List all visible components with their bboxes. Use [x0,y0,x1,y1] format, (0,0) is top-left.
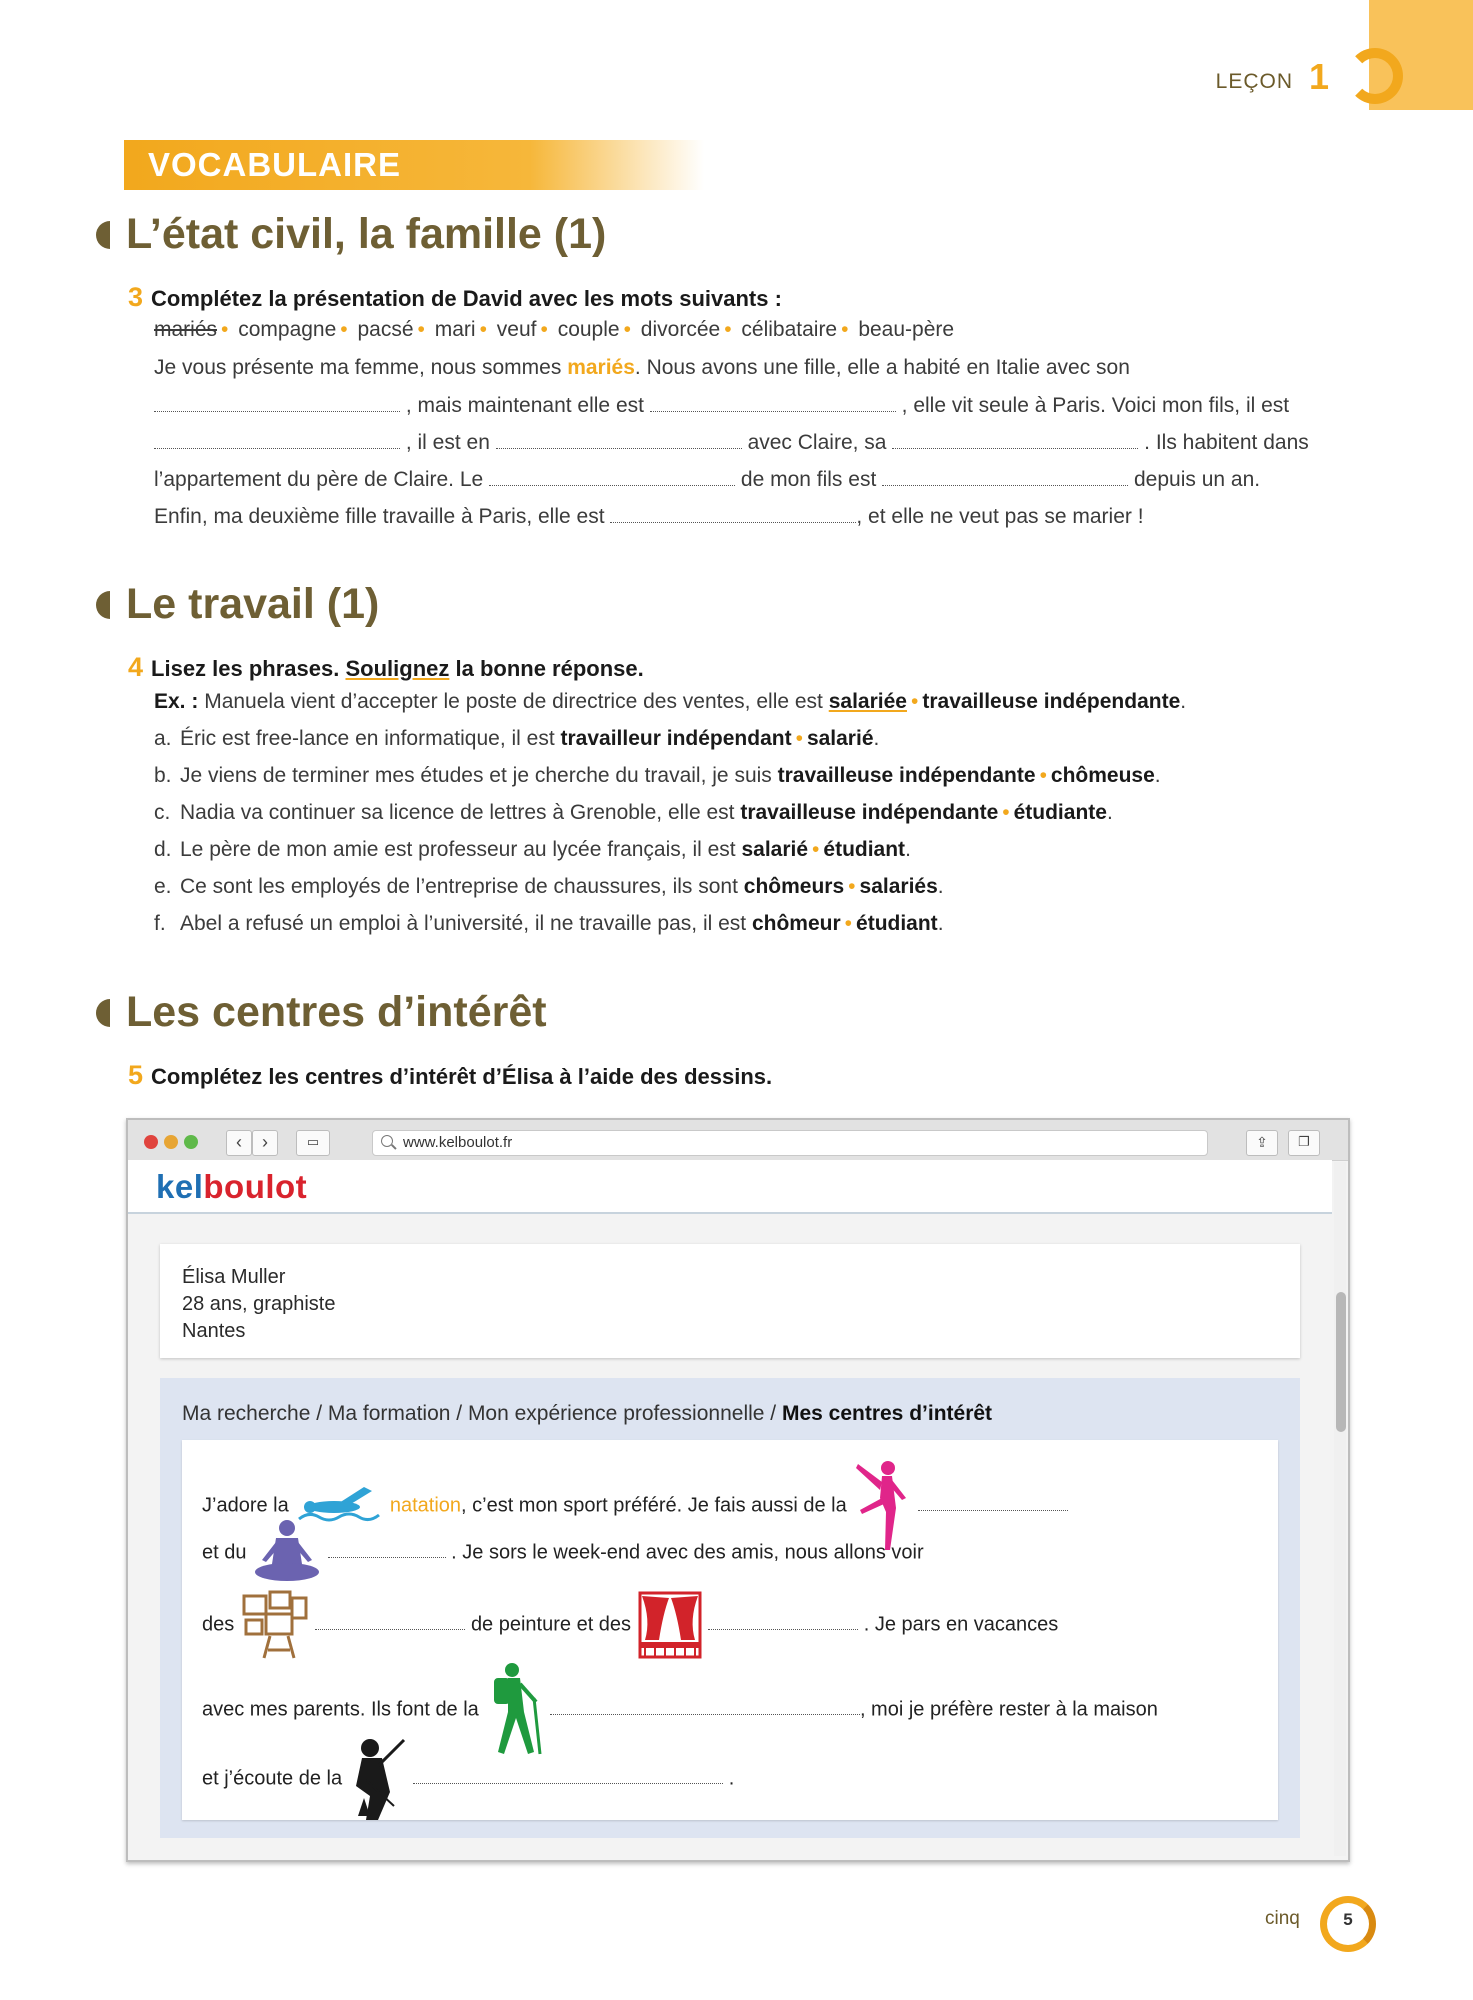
text-segment: . [873,727,880,750]
answer-blank[interactable] [315,1611,465,1630]
interest-panel [160,1378,1300,1838]
text-segment: . [905,838,911,861]
paintings-icon [240,1590,310,1660]
text-segment: . [937,912,944,935]
text-segment: . [1106,801,1113,824]
answer-blank[interactable] [413,1765,723,1784]
answer-option: salariée [828,690,907,713]
text-segment: , c’est mon sport préféré. Je fais aussi de la [461,1494,847,1517]
breadcrumb-links[interactable]: Ma recherche / Ma formation / Mon expérience professionnelle / [182,1402,777,1425]
page-number: 5 [1343,1910,1353,1929]
answer-blank[interactable] [154,430,400,449]
example-label: Ex. : [154,690,199,713]
share-icon[interactable]: ⇪ [1246,1130,1278,1156]
example-answer: natation [389,1494,462,1517]
section-title-text: L’état civil, la famille (1) [126,210,607,258]
exercise-number: 4 [128,652,144,682]
answer-option[interactable]: travailleuse indépendante [777,764,1036,787]
text-segment: de mon fils est [740,468,877,491]
text-segment: , et elle ne veut pas se marier ! [856,505,1144,528]
logo-part: boulot [203,1168,308,1205]
word-bank-word: beau-père [858,318,955,341]
answer-blank[interactable] [882,467,1128,486]
instruction-text: Lisez les phrases. [151,656,340,681]
site-logo[interactable] [156,1168,307,1206]
browser-window [126,1118,1350,1862]
answer-option[interactable]: étudiante [1013,801,1107,824]
item-letter: d. [154,838,172,861]
interest-box [182,1440,1278,1820]
exercise-number: 3 [128,282,144,312]
text-line [154,504,1144,529]
word-bank-word: mari [434,318,476,341]
text-segment: et du [202,1541,247,1564]
text-segment: Éric est free-lance en informatique, il est [180,727,555,750]
text-segment: avec mes parents. Ils font de la [202,1698,479,1721]
answer-blank[interactable] [489,467,735,486]
answer-option: travailleuse indépendante [922,690,1181,713]
forward-icon[interactable]: › [252,1130,278,1156]
answer-blank[interactable] [496,430,742,449]
list-item: e. Ce sont les employés de l’entreprise de chaussures, ils sont chômeurs • salariés. [154,875,944,898]
profile-city: Nantes [182,1320,246,1342]
word-bank: mariés • compagne • pacsé • mari • veuf • couple • divorcée • célibataire • beau-père [154,318,955,341]
list-item: f. Abel a refusé un emploi à l’université, il ne travaille pas, il est chômeur • étudiant. [154,912,944,935]
answer-option[interactable]: chômeur [751,912,841,935]
text-segment: et j’écoute de la [202,1767,343,1790]
answer-blank[interactable] [550,1696,860,1715]
search-icon [381,1135,393,1147]
text-segment: . [937,875,944,898]
item-letter: c. [154,801,171,824]
text-segment: Le père de mon amie est professeur au lycée français, il est [180,838,736,861]
answer-option[interactable]: chômeuse [1050,764,1155,787]
text-segment: , mais maintenant elle est [405,394,644,417]
answer-option[interactable]: chômeurs [743,875,845,898]
section-title-centres-interet [96,988,547,1037]
text-segment: . Ils habitent dans [1144,431,1309,454]
text-segment: . Nous avons une fille, elle a habité en Italie avec son [634,356,1130,379]
answer-blank[interactable] [918,1492,1068,1511]
exercise-4-instruction [128,652,644,683]
profile-name: Élisa Muller [182,1266,286,1288]
back-icon[interactable]: ‹ [226,1130,252,1156]
answer-option[interactable]: salarié [741,838,809,861]
word-bank-word: célibataire [741,318,838,341]
answer-option[interactable]: salariés [859,875,938,898]
answer-option[interactable]: étudiant [856,912,938,935]
section-title-text: Le travail (1) [126,580,380,628]
item-letter: f. [154,912,166,935]
answer-blank[interactable] [650,393,896,412]
text-segment: des [202,1613,235,1636]
text-segment: Je viens de terminer mes études et je cherche du travail, je suis [180,764,772,787]
section-title-travail [96,580,379,629]
text-segment: . Je pars en vacances [863,1613,1059,1636]
text-segment: Abel a refusé un emploi à l’université, il ne travaille pas, il est [180,912,747,935]
breadcrumb [182,1402,992,1426]
word-bank-word: mariés [154,318,218,341]
text-segment: , elle vit seule à Paris. Voici mon fils, il est [901,394,1290,417]
list-item: b. Je viens de terminer mes études et je cherche du travail, je suis travailleuse indépendante • chômeuse. [154,764,1161,787]
answer-blank[interactable] [328,1539,446,1558]
text-line [154,467,1260,492]
breadcrumb-current: Mes centres d’intérêt [781,1402,993,1425]
minimize-dot-icon[interactable] [164,1135,178,1149]
exercise-number: 5 [128,1060,144,1090]
text-segment: Manuela vient d’accepter le poste de directrice des ventes, elle est [204,690,823,713]
text-segment: , moi je préfère rester à la maison [859,1698,1158,1721]
exercise-5-instruction [128,1060,772,1091]
answer-blank[interactable] [708,1611,858,1630]
half-circle-icon [96,591,110,619]
list-item: a. Éric est free-lance en informatique, il est travailleur indépendant • salarié. [154,727,880,750]
text-segment: . [1180,690,1187,713]
text-line [154,356,1130,380]
example-answer: mariés [567,356,635,379]
text-line [202,1590,1058,1660]
text-segment: Ce sont les employés de l’entreprise de chaussures, ils sont [180,875,738,898]
list-item: c. Nadia va continuer sa licence de lettres à Grenoble, elle est travailleuse indépendante • étudiante. [154,801,1113,824]
instruction-text: Complétez la présentation de David avec les mots suivants : [151,286,782,311]
lesson-number: 1 [1308,56,1329,97]
lesson-ring-icon [1347,48,1403,104]
word-bank-word: divorcée [640,318,721,341]
half-circle-icon [96,221,110,249]
list-item: d. Le père de mon amie est professeur au lycée français, il est salarié • étudiant. [154,838,911,861]
instruction-text: Complétez les centres d’intérêt d’Élisa à l’aide des dessins. [151,1064,773,1089]
lesson-label: LEÇON [1215,70,1293,93]
url-text: www.kelboulot.fr [403,1134,513,1151]
example-line: Ex. : Manuela vient d’accepter le poste de directrice des ventes, elle est salariée • travailleuse indépendante. [154,690,1187,713]
page-word: cinq [1265,1908,1300,1929]
word-bank-word: pacsé [357,318,414,341]
answer-blank[interactable] [610,504,856,523]
text-segment: Je vous présente ma femme, nous sommes [154,356,562,379]
instruction-text: Soulignez [345,656,450,681]
answer-option[interactable]: travailleur indépendant [560,727,792,750]
text-segment: Enfin, ma deuxième fille travaille à Paris, elle est [154,505,605,528]
word-bank-word: compagne [238,318,337,341]
text-segment: . [1154,764,1161,787]
word-bank-word: veuf [496,318,537,341]
text-line [202,1736,734,1822]
text-segment: Nadia va continuer sa licence de lettres à Grenoble, elle est [180,801,735,824]
half-circle-icon [96,999,110,1027]
yoga-icon [252,1518,322,1588]
item-letter: e. [154,875,172,898]
sidebar-icon[interactable]: ▭ [296,1130,330,1156]
item-letter: b. [154,764,172,787]
text-segment: . Je sors le week-end avec des amis, nous allons voir [451,1541,924,1564]
text-line [202,1518,924,1588]
text-segment: de peinture et des [470,1613,632,1636]
answer-option[interactable]: étudiant [823,838,906,861]
answer-blank[interactable] [154,393,400,412]
section-title-text: Les centres d’intérêt [126,988,547,1036]
answer-option[interactable]: travailleuse indépendante [740,801,999,824]
site-header [128,1160,1332,1214]
section-title-etat-civil [96,210,606,259]
browser-toolbar [128,1120,1348,1161]
vocabulary-banner [124,140,704,190]
item-letter: a. [154,727,172,750]
answer-option[interactable]: salarié [806,727,874,750]
vocabulary-banner-label: VOCABULAIRE [148,146,402,183]
scrollbar[interactable] [1334,1162,1346,1856]
text-segment: , il est en [405,431,490,454]
close-dot-icon[interactable] [144,1135,158,1149]
answer-blank[interactable] [892,430,1138,449]
instruction-text: la bonne réponse. [455,656,644,681]
musician-icon [348,1736,408,1822]
tabs-icon[interactable]: ❐ [1288,1130,1320,1156]
word-bank-word: couple [557,318,620,341]
text-line [154,430,1309,455]
exercise-3-instruction [128,282,782,313]
profile-details: 28 ans, graphiste [182,1293,336,1315]
maximize-dot-icon[interactable] [184,1135,198,1149]
text-segment: l’appartement du père de Claire. Le [154,468,484,491]
text-segment: avec Claire, sa [747,431,887,454]
text-segment: depuis un an. [1133,468,1261,491]
logo-part: kel [156,1168,204,1205]
text-segment: J’adore la [202,1494,289,1517]
profile-card [160,1244,1300,1358]
theatre-icon [637,1590,703,1660]
url-bar[interactable] [372,1130,1208,1156]
text-segment: . [728,1767,735,1790]
text-line [154,393,1289,418]
scrollbar-thumb[interactable] [1336,1292,1346,1432]
